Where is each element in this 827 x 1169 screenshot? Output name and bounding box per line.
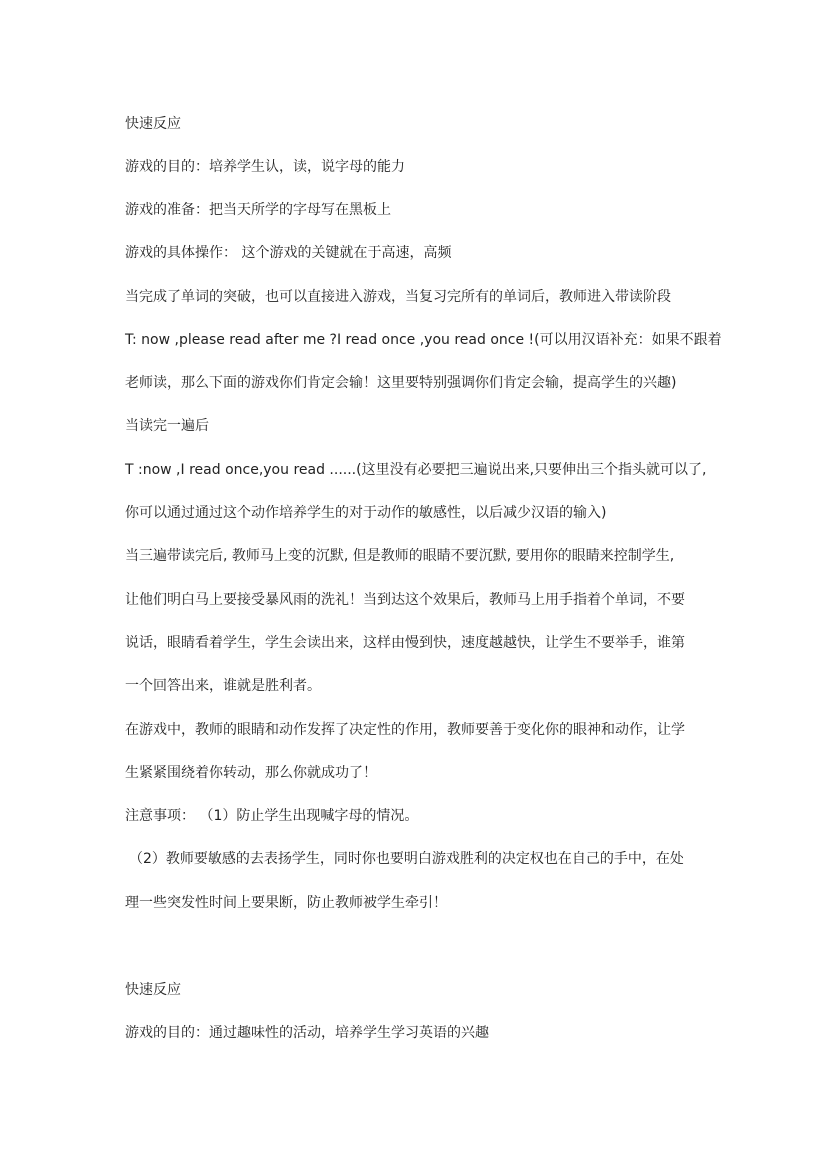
paragraph-line: T :now ,I read once,you read ......(这里没有必要把三遍说出来,只要伸出三个指头就可以了, [125, 462, 707, 478]
paragraph-line: 当三遍带读完后, 教师马上变的沉默, 但是教师的眼睛不要沉默, 要用你的眼睛来控制学生, [125, 548, 675, 564]
paragraph-line: 当读完一遍后 [125, 418, 209, 434]
paragraph-line: 一个回答出来，谁就是胜利者。 [125, 678, 321, 694]
paragraph-line: T: now ,please read after me ?I read once ,you read once !(可以用汉语补充：如果不跟着 [125, 332, 722, 348]
section-title-1: 快速反应 [125, 116, 181, 132]
paragraph-line: 说话，眼睛看着学生，学生会读出来，这样由慢到快，速度越越快，让学生不要举手，谁第 [125, 635, 685, 651]
paragraph-line: 游戏的具体操作： 这个游戏的关键就在于高速，高频 [125, 245, 452, 261]
paragraph-line: 让他们明白马上要接受暴风雨的洗礼！当到达这个效果后，教师马上用手指着个单词，不要 [125, 592, 685, 608]
paragraph-line: 游戏的目的：培养学生认，读，说字母的能力 [125, 159, 405, 175]
paragraph-line: 理一些突发性时间上要果断，防止教师被学生牵引！ [125, 895, 447, 911]
paragraph-line: （2）教师要敏感的去表扬学生，同时你也要明白游戏胜利的决定权也在自己的手中，在处 [129, 851, 684, 867]
paragraph-line: 游戏的准备：把当天所学的字母写在黑板上 [125, 202, 391, 218]
paragraph-line: 生紧紧围绕着你转动，那么你就成功了！ [125, 765, 377, 781]
paragraph-line: 游戏的目的：通过趣味性的活动，培养学生学习英语的兴趣 [125, 1025, 489, 1041]
section-title-2: 快速反应 [125, 982, 181, 998]
paragraph-line: 老师读，那么下面的游戏你们肯定会输！这里要特别强调你们肯定会输，提高学生的兴趣) [125, 375, 677, 391]
paragraph-line: 你可以通过通过这个动作培养学生的对于动作的敏感性，以后减少汉语的输入) [125, 505, 607, 521]
paragraph-line: 当完成了单词的突破，也可以直接进入游戏，当复习完所有的单词后，教师进入带读阶段 [125, 289, 671, 305]
paragraph-line: 注意事项： （1）防止学生出现喊字母的情况。 [125, 808, 419, 824]
paragraph-line: 在游戏中，教师的眼睛和动作发挥了决定性的作用，教师要善于变化你的眼神和动作，让学 [125, 722, 685, 738]
